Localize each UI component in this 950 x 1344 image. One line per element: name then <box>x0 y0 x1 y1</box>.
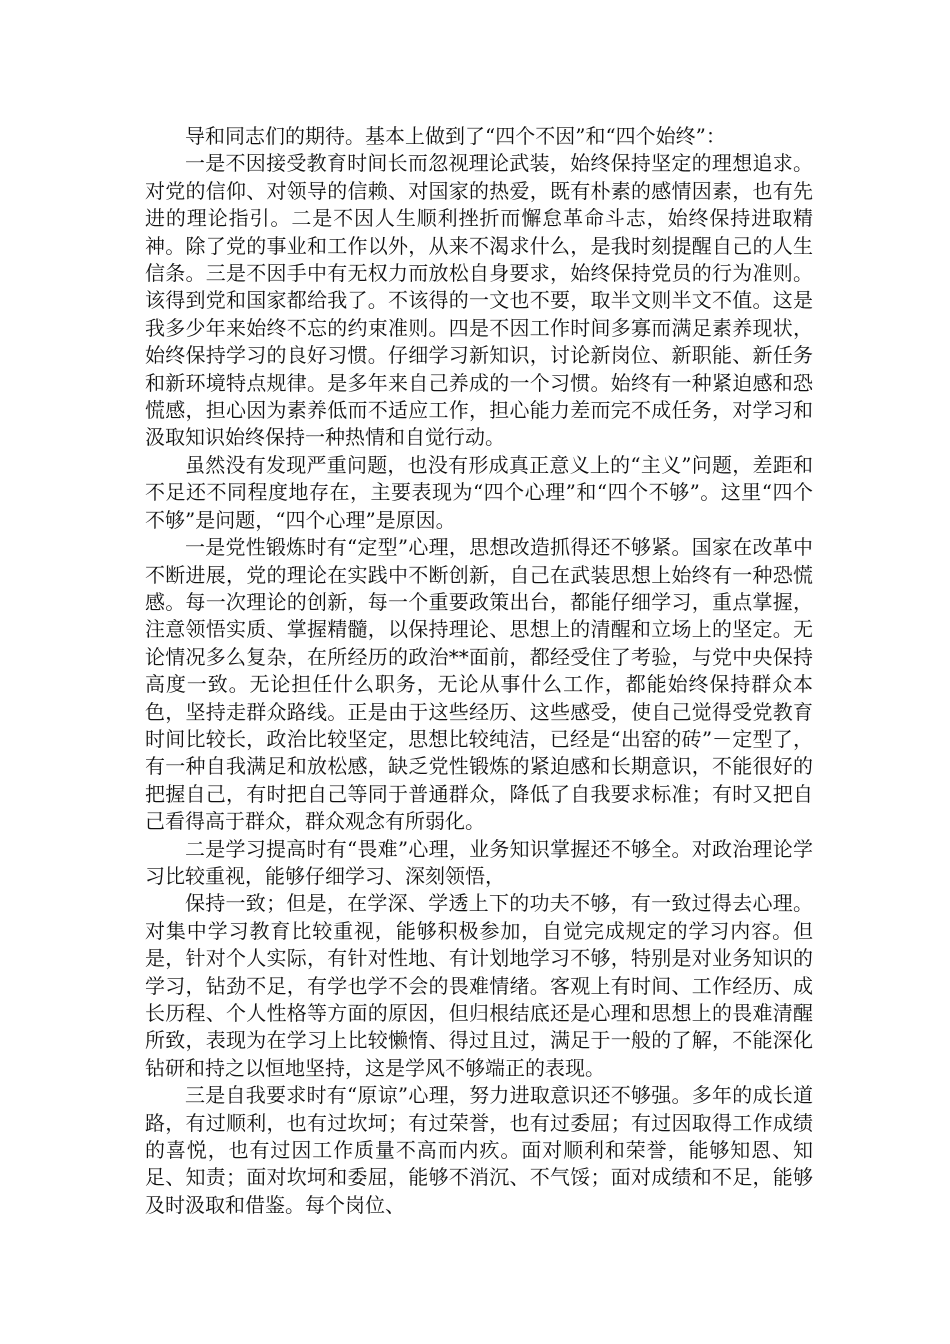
paragraph-7: 三是自我要求时有“原谅”心理，努力进取意识还不够强。多年的成长道路，有过顺利，也有过坎坷；有过荣誉，也有过委屈；有过因取得工作成绩的喜悦，也有过因工作质量不高而内疚。面对顺利和荣誉，能够知恩、知足、知责；面对坎坷和委屈，能够不消沉、不气馁；面对成绩和不足，能够及时汲取和借鉴。每个岗位、 <box>145 1083 813 1217</box>
document-body <box>145 123 813 1219</box>
paragraph-2: 一是不因接受教育时间长而忽视理论武装，始终保持坚定的理想追求。对党的信仰、对领导的信赖、对国家的热爱，既有朴素的感情因素，也有先进的理论指引。二是不因人生顺利挫折而懈怠革命斗志，始终保持进取精神。除了党的事业和工作以外，从来不渴求什么，是我时刻提醒自己的人生信条。三是不因手中有无权力而放松自身要求，始终保持党员的行为准则。该得到党和国家都给我了。不该得的一文也不要，取半文则半文不值。这是我多少年来始终不忘的约束准则。四是不因工作时间多寡而满足素养现状，始终保持学习的良好习惯。仔细学习新知识，讨论新岗位、新职能、新任务和新环境特点规律。是多年来自己养成的一个习惯。始终有一种紧迫感和恐慌感，担心因为素养低而不适应工作，担心能力差而完不成任务，对学习和汲取知识始终保持一种热情和自觉行动。 <box>145 151 813 450</box>
paragraph-5: 二是学习提高时有“畏难”心理，业务知识掌握还不够全。对政治理论学习比较重视，能够仔细学习、深刻领悟， <box>145 836 813 888</box>
paragraph-3: 虽然没有发现严重问题，也没有形成真正意义上的“主义”问题，差距和不足还不同程度地存在，主要表现为“四个心理”和“四个不够”。这里“四个不够”是问题，“四个心理”是原因。 <box>145 452 813 532</box>
paragraph-6: 保持一致；但是，在学深、学透上下的功夫不够，有一致过得去心理。对集中学习教育比较重视，能够积极参加，自觉完成规定的学习内容。但是，针对个人实际，有针对性地、有计划地学习不够，特别是对业务知识的学习，钻劲不足，有学也学不会的畏难情绪。客观上有时间、工作经历、成长历程、个人性格等方面的原因，但归根结底还是心理和思想上的畏难清醒所致，表现为在学习上比较懒惰、得过且过，满足于一般的了解，不能深化钻研和持之以恒地坚持，这是学风不够端正的表现。 <box>145 891 813 1080</box>
paragraph-1: 导和同志们的期待。基本上做到了“四个不因”和“四个始终”： <box>185 124 726 148</box>
paragraph-4: 一是党性锻炼时有“定型”心理，思想改造抓得还不够紧。国家在改革中不断进展，党的理论在实践中不断创新，自己在武装思想上始终有一种恐慌感。每一次理论的创新，每一个重要政策出台，都能仔细学习，重点掌握，注意领悟实质、掌握精髓，以保持理论、思想上的清醒和立场上的坚定。无论情况多么复杂，在所经历的政治**面前，都经受住了考验，与党中央保持高度一致。无论担任什么职务，无论从事什么工作，都能始终保持群众本色，坚持走群众路线。正是由于这些经历、这些感受，使自己觉得受党教育时间比较长，政治比较坚定，思想比较纯洁，已经是“出窑的砖”－定型了，有一种自我满足和放松感，缺乏党性锻炼的紧迫感和长期意识，不能很好的把握自己，有时把自己等同于普通群众，降低了自我要求标准；有时又把自己看得高于群众，群众观念有所弱化。 <box>145 535 813 834</box>
